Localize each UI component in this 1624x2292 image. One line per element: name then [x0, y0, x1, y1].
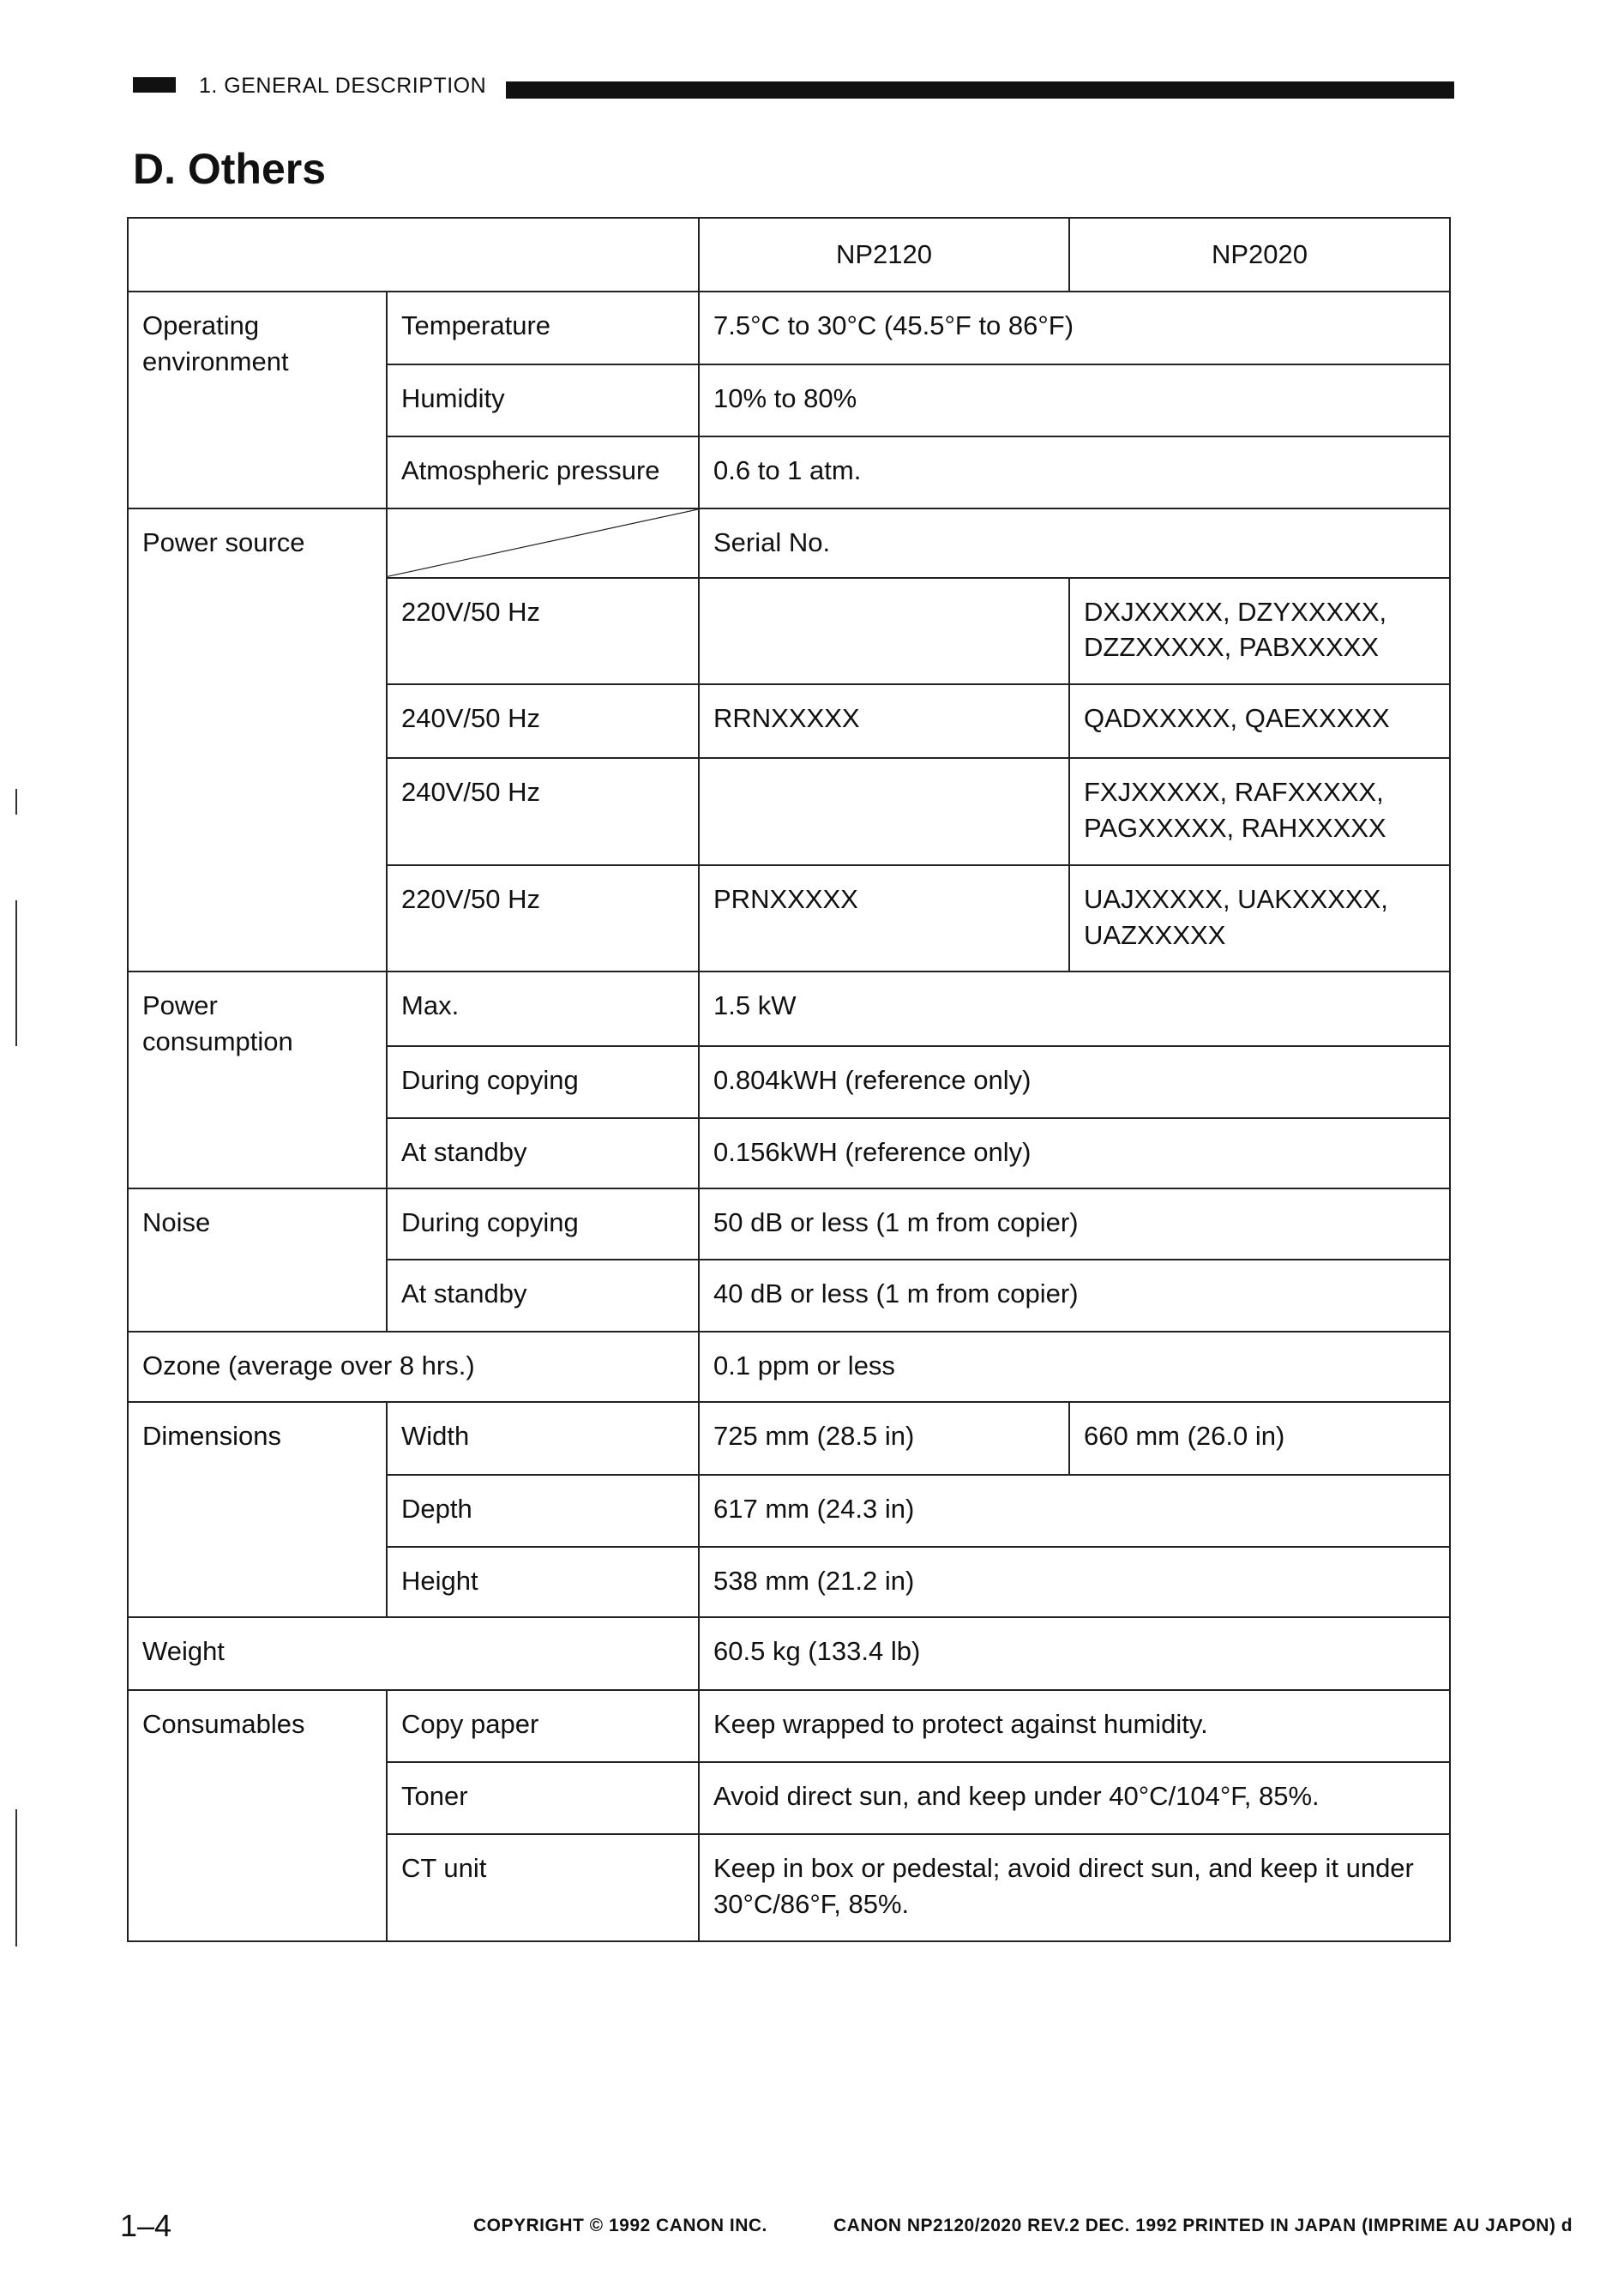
item-max: Max.: [387, 972, 699, 1045]
row-label-consumables: Consumables: [128, 1690, 387, 1941]
item-temperature: Temperature: [387, 292, 699, 364]
table-row: [128, 1402, 1450, 1474]
specifications-table: [127, 217, 1451, 1942]
serial-np2020: FXJXXXXX, RAFXXXXX, PAGXXXXX, RAHXXXXX: [1069, 758, 1450, 864]
diagonal-line: [388, 509, 698, 576]
value-ct-unit: Keep in box or pedestal; avoid direct sun, and keep it under 30°C/86°F, 85%.: [699, 1834, 1450, 1941]
scan-mark: [15, 1809, 17, 1946]
header-rule: [506, 81, 1454, 99]
serial-np2120: RRNXXXXX: [699, 684, 1069, 758]
value-at-standby: 0.156kWH (reference only): [699, 1118, 1450, 1188]
row-label-ozone: Ozone (average over 8 hrs.): [128, 1332, 699, 1402]
item-height: Height: [387, 1547, 699, 1617]
blank-header-cell: [128, 218, 699, 292]
serial-number-header: Serial No.: [699, 508, 1450, 577]
item-depth: Depth: [387, 1475, 699, 1547]
scan-mark: [15, 789, 17, 815]
row-label-noise: Noise: [128, 1188, 387, 1332]
row-label-dimensions: Dimensions: [128, 1402, 387, 1617]
value-copy-paper: Keep wrapped to protect against humidity.: [699, 1690, 1450, 1762]
voltage-cell: 240V/50 Hz: [387, 758, 699, 864]
diagonal-cell: [387, 508, 699, 577]
item-toner: Toner: [387, 1762, 699, 1834]
item-copy-paper: Copy paper: [387, 1690, 699, 1762]
row-label-operating-environment: Operating environment: [128, 292, 387, 508]
value-depth: 617 mm (24.3 in): [699, 1475, 1450, 1547]
item-width: Width: [387, 1402, 699, 1474]
value-toner: Avoid direct sun, and keep under 40°C/104°F, 85%.: [699, 1762, 1450, 1834]
page-title: D. Others: [133, 145, 327, 193]
item-atmospheric-pressure: Atmospheric pressure: [387, 436, 699, 508]
row-label-power-consumption: Power consumption: [128, 972, 387, 1188]
table-row: [128, 292, 1450, 364]
section-header: 1. GENERAL DESCRIPTION: [199, 74, 487, 98]
table-row: [128, 1690, 1450, 1762]
header-block: [133, 77, 176, 93]
page-number: 1–4: [120, 2208, 172, 2243]
item-humidity: Humidity: [387, 364, 699, 436]
serial-np2120: PRNXXXXX: [699, 865, 1069, 972]
table-row: [128, 508, 1450, 577]
item-during-copying: During copying: [387, 1046, 699, 1118]
value-noise-standby: 40 dB or less (1 m from copier): [699, 1260, 1450, 1332]
value-max: 1.5 kW: [699, 972, 1450, 1045]
serial-np2020: DXJXXXXX, DZYXXXXX, DZZXXXXX, PABXXXXX: [1069, 578, 1450, 684]
value-noise-copying: 50 dB or less (1 m from copier): [699, 1188, 1450, 1259]
scan-mark: [15, 900, 17, 1046]
item-at-standby: At standby: [387, 1118, 699, 1188]
table-row: [128, 972, 1450, 1045]
value-weight: 60.5 kg (133.4 lb): [699, 1617, 1450, 1689]
item-noise-copying: During copying: [387, 1188, 699, 1259]
table-row: [128, 1332, 1450, 1402]
serial-np2120: [699, 578, 1069, 684]
value-humidity: 10% to 80%: [699, 364, 1450, 436]
item-noise-standby: At standby: [387, 1260, 699, 1332]
voltage-cell: 220V/50 Hz: [387, 578, 699, 684]
row-label-weight: Weight: [128, 1617, 699, 1689]
serial-np2020: UAJXXXXX, UAKXXXXX, UAZXXXXX: [1069, 865, 1450, 972]
serial-np2020: QADXXXXX, QAEXXXXX: [1069, 684, 1450, 758]
row-label-power-source: Power source: [128, 508, 387, 972]
table-header-row: [128, 218, 1450, 292]
voltage-cell: 220V/50 Hz: [387, 865, 699, 972]
value-temperature: 7.5°C to 30°C (45.5°F to 86°F): [699, 292, 1450, 364]
value-atmospheric-pressure: 0.6 to 1 atm.: [699, 436, 1450, 508]
print-info: CANON NP2120/2020 REV.2 DEC. 1992 PRINTED IN JAPAN (IMPRIME AU JAPON) d: [833, 2216, 1573, 2235]
value-height: 538 mm (21.2 in): [699, 1547, 1450, 1617]
voltage-cell: 240V/50 Hz: [387, 684, 699, 758]
copyright-notice: COPYRIGHT © 1992 CANON INC.: [473, 2216, 767, 2235]
table-row: [128, 1617, 1450, 1689]
value-during-copying: 0.804kWH (reference only): [699, 1046, 1450, 1118]
column-header-np2120: NP2120: [699, 218, 1069, 292]
width-np2120: 725 mm (28.5 in): [699, 1402, 1069, 1474]
table-row: [128, 1188, 1450, 1259]
item-ct-unit: CT unit: [387, 1834, 699, 1941]
column-header-np2020: NP2020: [1069, 218, 1450, 292]
value-ozone: 0.1 ppm or less: [699, 1332, 1450, 1402]
serial-np2120: [699, 758, 1069, 864]
width-np2020: 660 mm (26.0 in): [1069, 1402, 1450, 1474]
